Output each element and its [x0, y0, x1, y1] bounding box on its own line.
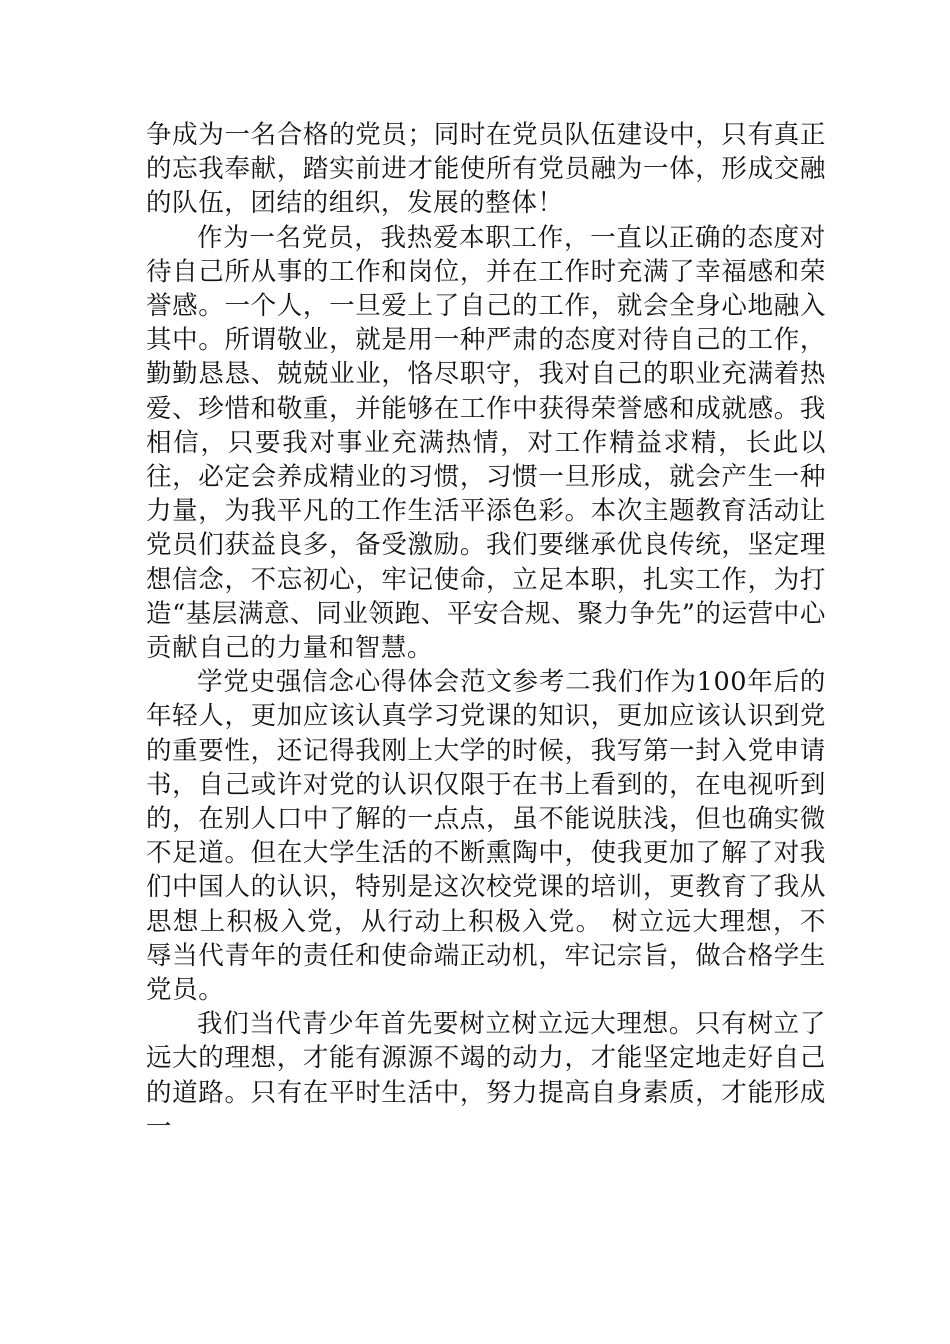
paragraph-party-history: 学党史强信念心得体会范文参考二我们作为100年后的年轻人，更加应该认真学习党课的知识，更加应该认识到党的重要性，还记得我刚上大学的时候，我写第一封入党申请书，自己或许对党的认识仅限于在书上看到的，在电视听到的，在别人口中了解的一点点，虽不能说肤浅，但也确实微不足道。但在大学生活的不断熏陶中，使我更加了解了对我们中国人的认识，特别是这次校党课的培训，更教育了我从思想上积极入党，从行动上积极入党。 树立远大理想，不辱当代青年的责任和使命端正动机，牢记宗旨，做合格学生党员。 — [146, 667, 826, 1006]
paragraph-continued: 争成为一名合格的党员；同时在党员队伍建设中，只有真正的忘我奉献，踏实前进才能使所有党员融为一体，形成交融的队伍，团结的组织，发展的整体！ — [146, 120, 826, 219]
paragraph-ideals: 我们当代青少年首先要树立树立远大理想。只有树立了远大的理想，才能有源源不竭的动力，才能坚定地走好自己的道路。只有在平时生活中，努力提高自身素质，才能形成一 — [146, 1009, 826, 1142]
paragraph-work-dedication: 作为一名党员，我热爱本职工作，一直以正确的态度对待自己所从事的工作和岗位，并在工作时充满了幸福感和荣誉感。一个人，一旦爱上了自己的工作，就会全身心地融入其中。所谓敬业，就是用一种严肃的态度对待自己的工作，勤勤恳恳、兢兢业业，恪尽职守，我对自己的职业充满着热爱、珍惜和敬重，并能够在工作中获得荣誉感和成就感。我相信，只要我对事业充满热情，对工作精益求精，长此以往，必定会养成精业的习惯，习惯一旦形成，就会产生一种力量，为我平凡的工作生活平添色彩。本次主题教育活动让党员们获益良多，备受激励。我们要继承优良传统，坚定理想信念，不忘初心，牢记使命，立足本职，扎实工作，为打造“基层满意、同业领跑、平安合规、聚力争先”的运营中心贡献自己的力量和智慧。 — [146, 222, 826, 664]
document-body — [146, 118, 826, 1144]
